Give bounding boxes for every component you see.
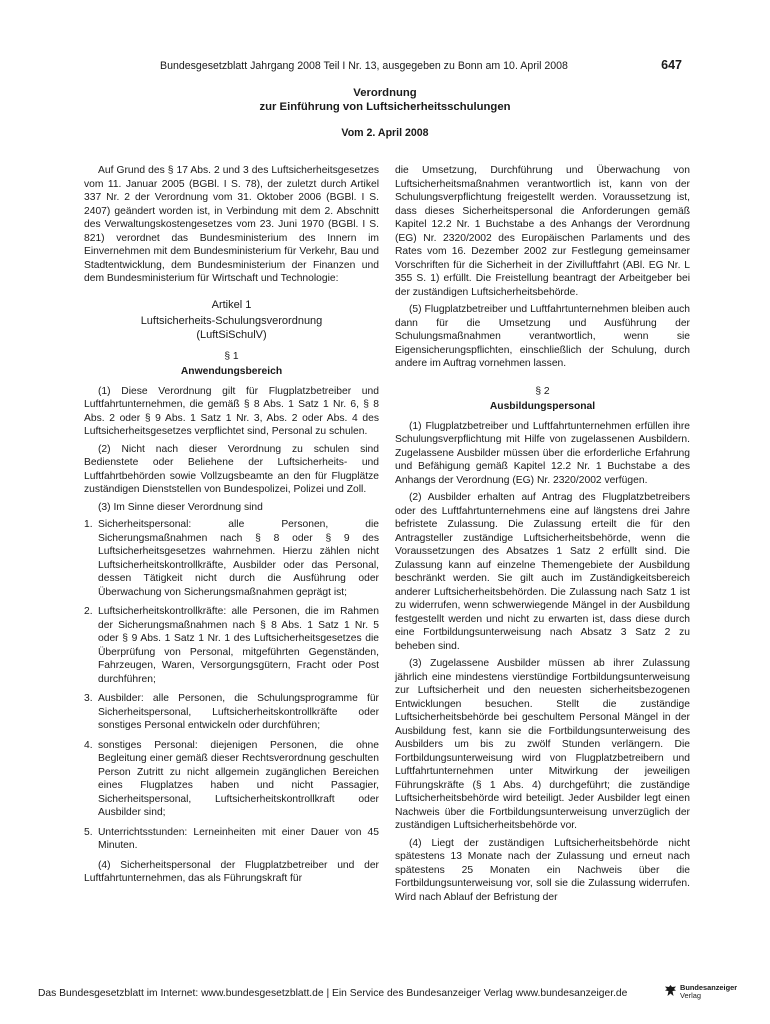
paragraph: (5) Flugplatzbetreiber und Luftfahrtunternehmen bleiben auch dann für die Umsetzung und Ausführung der Schulungsmaßnahmen verantwortlich, wenn sie Eigensicherungspflichten, einschließlich der Schulung, durch andere im Auftrag vornehmen lassen. [395,304,690,369]
paragraph: (4) Liegt der zuständigen Luftsicherheitsbehörde nicht spätestens 13 Monate nach der Zulassung und erneut nach spätestens 25 Monaten ein Nachweis über die Fortbildungsunterweisung vor, soll sie die Zulassung widerrufen. Wird nach Ablauf der Befristung der [395,837,690,903]
item-text: Ausbilder: alle Personen, die Schulungsprogramme für Sicherheitspersonal, Luftsicherheitskontrollkräfte oder sonstiges Personal entwickeln oder durchführen; [98,693,379,731]
list-item [84,826,379,853]
paragraph: (2) Ausbilder erhalten auf Antrag des Flugplatzbetreibers oder des Luftfahrtunternehmens eine auf längstens drei Jahre befristete Zulassung. Die Zulassung erteilt die für den Antragsteller zuständige Luftsicherheitsbehörde, wenn die Voraussetzungen des Absatzes 1 Satz 2 erfüllt sind. Die Zulassung kann auf einzelne Themengebiete der Ausbildung beschränkt werden. Sie gilt auch im Zuständigkeitsbereich anderer Luftsicherheitsbehörden. Die Zulassung nach Satz 1 ist zu widerrufen, wenn schwerwiegende Mängel in der Ausbildung festgestellt werden und nicht zu erwarten ist, dass diese durch eine Fortbildungsunterweisung nach Absatz 3 Satz 2 zu beheben sind. [395,492,690,652]
item-text: Unterrichtsstunden: Lerneinheiten mit einer Dauer von 45 Minuten. [98,826,379,851]
section-1-title: Anwendungsbereich [180,366,283,377]
document-title [0,86,770,114]
left-column [84,164,379,890]
right-column [395,164,690,908]
list-item [84,692,379,733]
list-item [84,739,379,820]
item-number: 3. [84,693,93,704]
logo-line-2: Verlag [680,991,701,1000]
article-heading: Artikel 1 [211,298,252,311]
item-text: Luftsicherheitskontrollkräfte: alle Personen, die im Rahmen der Sicherungsmaßnahmen nach § 8 Abs. 1 Satz 1 Nr. 5 oder § 9 Abs. 1 Satz 1 Nr. 1 des Luftsicherheitsgesetzes die Überprüfung von Personal, mitgeführten Gegenständen, Fahrzeugen, Waren, Versorgungsgütern, Fracht oder Post durchführen; [98,606,379,685]
eagle-logo-icon [664,984,677,997]
preamble: Auf Grund des § 17 Abs. 2 und 3 des Luftsicherheitsgesetzes vom 11. Januar 2005 (BGBl. I S. 78), der zuletzt durch Artikel 337 Nr. 2 der Verordnung vom 31. Oktober 2006 (BGBl. I S. 2407) geändert worden ist, in Verbindung mit dem 2. Abschnitt des Verwaltungskostengesetzes vom 23. Juni 1970 (BGBl. I S. 821) verordnet das Bundesministerium des Innern im Einvernehmen mit dem Bundesministerium für Verkehr, Bau und Stadtentwicklung, dem Bundesministerium der Finanzen und dem Bundesministerium für Wirtschaft und Technologie: [84,165,379,284]
logo-text [680,984,737,1000]
gazette-header: Bundesgesetzblatt Jahrgang 2008 Teil I Nr. 13, ausgegeben zu Bonn am 10. April 2008 [160,60,568,72]
list-item [84,605,379,686]
paragraph: (3) Im Sinne dieser Verordnung sind [98,501,263,513]
title-line-2: zur Einführung von Luftsicherheitsschulungen [259,101,511,113]
item-text: Sicherheitspersonal: alle Personen, die Sicherungsmaßnahmen nach § 8 oder § 9 des Luftsicherheitsgesetzes wahrnehmen. Hierzu zählen nicht Luftsicherheitskontrollkräfte, Ausbilder oder das Personal, dessen Tätigkeit nicht durch die Ausführung oder Überwachung von Sicherungsmaßnahmen geprägt ist; [98,519,379,598]
page-header [0,60,770,74]
section-2-label: § 2 [535,385,550,397]
list-item [84,518,379,599]
item-number: 2. [84,606,93,617]
item-number: 1. [84,519,93,530]
paragraph: (1) Diese Verordnung gilt für Flugplatzbetreiber und Luftfahrtunternehmen, die gemäß § 8 Abs. 1 Satz 1 Nr. 6, § 8 Abs. 2 oder § 9 Abs. 1 Satz 1 Nr. 3, Abs. 2 oder Abs. 4 des Luftsicherheitsgesetzes verpflichtet sind, Personal zu schulen. [84,385,379,437]
title-line-1: Verordnung [353,87,417,99]
item-text: sonstiges Personal: diejenigen Personen, die ohne Begleitung einer gemäß dieser Rechtsverordnung geschulten Person Zutritt zu nicht allgemein zugänglichen Bereichen eines Flugplatzes haben und nicht Passagier, Sicherheitspersonal, Luftsicherheitskontrollkraft oder Ausbilder sind; [98,739,379,818]
definition-list [84,518,379,853]
document-date: Vom 2. April 2008 [341,127,429,139]
item-number: 4. [84,739,93,751]
section-1-label: § 1 [224,350,239,362]
publisher-logo [664,984,737,1000]
paragraph: (3) Zugelassene Ausbilder müssen ab ihrer Zulassung jährlich eine mindestens vierstündige Fortbildungsunterweisung zur Luftsicherheit und den neuesten sicherheitsbezogenen Entwicklungen besuchen. Stellt die zuständige Luftsicherheitsbehörde bei geschultem Personal Mängel in der Ausbildung fest, kann sie die Fortbildungsunterweisung des Ausbilders um bis zu zwölf Stunden verlängern. Die Fortbildungsunterweisung wird von Flugplatzbetreibern und Luftfahrtunternehmen unter Mitwirkung der jeweiligen Führungskräfte (§ 1 Abs. 4) durchgeführt; die zuständige Luftsicherheitsbehörde wird beteiligt. Jeder Ausbilder legt einen Nachweis über die Fortbildungsunterweisung unverzüglich der zuständigen Luftsicherheitsbehörde vor. [395,658,690,831]
paragraph: (1) Flugplatzbetreiber und Luftfahrtunternehmen erfüllen ihre Schulungsverpflichtung mit Hilfe von zugelassenen Ausbildern. Zugelassene Ausbilder müssen über die erforderliche Erfahrung und Befähigung gemäß Kapitel 12.2 Nr. 1 Buchstabe a des Anhangs der Verordnung (EG) Nr. 2320/2002 verfügen. [395,420,690,486]
page-number: 647 [661,58,682,72]
section-2-title: Ausbildungspersonal [489,401,596,412]
law-abbreviation: (LuftSiSchulV) [196,328,267,341]
logo-line-1: Bundesanzeiger [680,983,738,992]
paragraph: (4) Sicherheitspersonal der Flugplatzbetreiber und der Luftfahrtunternehmen, das als Führungskraft für [84,859,379,884]
item-number: 5. [84,826,93,838]
footer-text: Das Bundesgesetzblatt im Internet: www.bundesgesetzblatt.de | Ein Service des Bundesanzeiger Verlag www.bundesanzeiger.de [38,988,628,999]
law-name-full: Luftsicherheits-Schulungsverordnung [140,314,323,327]
law-name [84,314,379,342]
paragraph: (2) Nicht nach dieser Verordnung zu schulen sind Bedienstete oder Beliehene der Luftsicherheits- und Luftfahrtbehörden sowie Vollzugsbeamte an den für Flugplätze zuständigen Dienststellen von Bundespolizei, Polizei und Zoll. [84,443,379,495]
paragraph: die Umsetzung, Durchführung und Überwachung von Luftsicherheitsmaßnahmen verantwortlich ist, kann von der Schulungsverpflichtung freigestellt werden. Voraussetzung ist, dass dieses Sicherheitspersonal die Anforderungen gemäß Kapitel 12.2 Nr. 1 Buchstabe a des Anhangs der Verordnung (EG) Nr. 2320/2002 des Europäischen Parlaments und des Rates vom 16. Dezember 2002 zur Festlegung gemeinsamer Vorschriften für die Sicherheit in der Zivilluftfahrt (ABl. EG Nr. L 355 S. 1) erfüllt. Die Freistellung beantragt der Arbeitgeber bei der zuständigen Luftsicherheitsbehörde. [395,165,690,298]
